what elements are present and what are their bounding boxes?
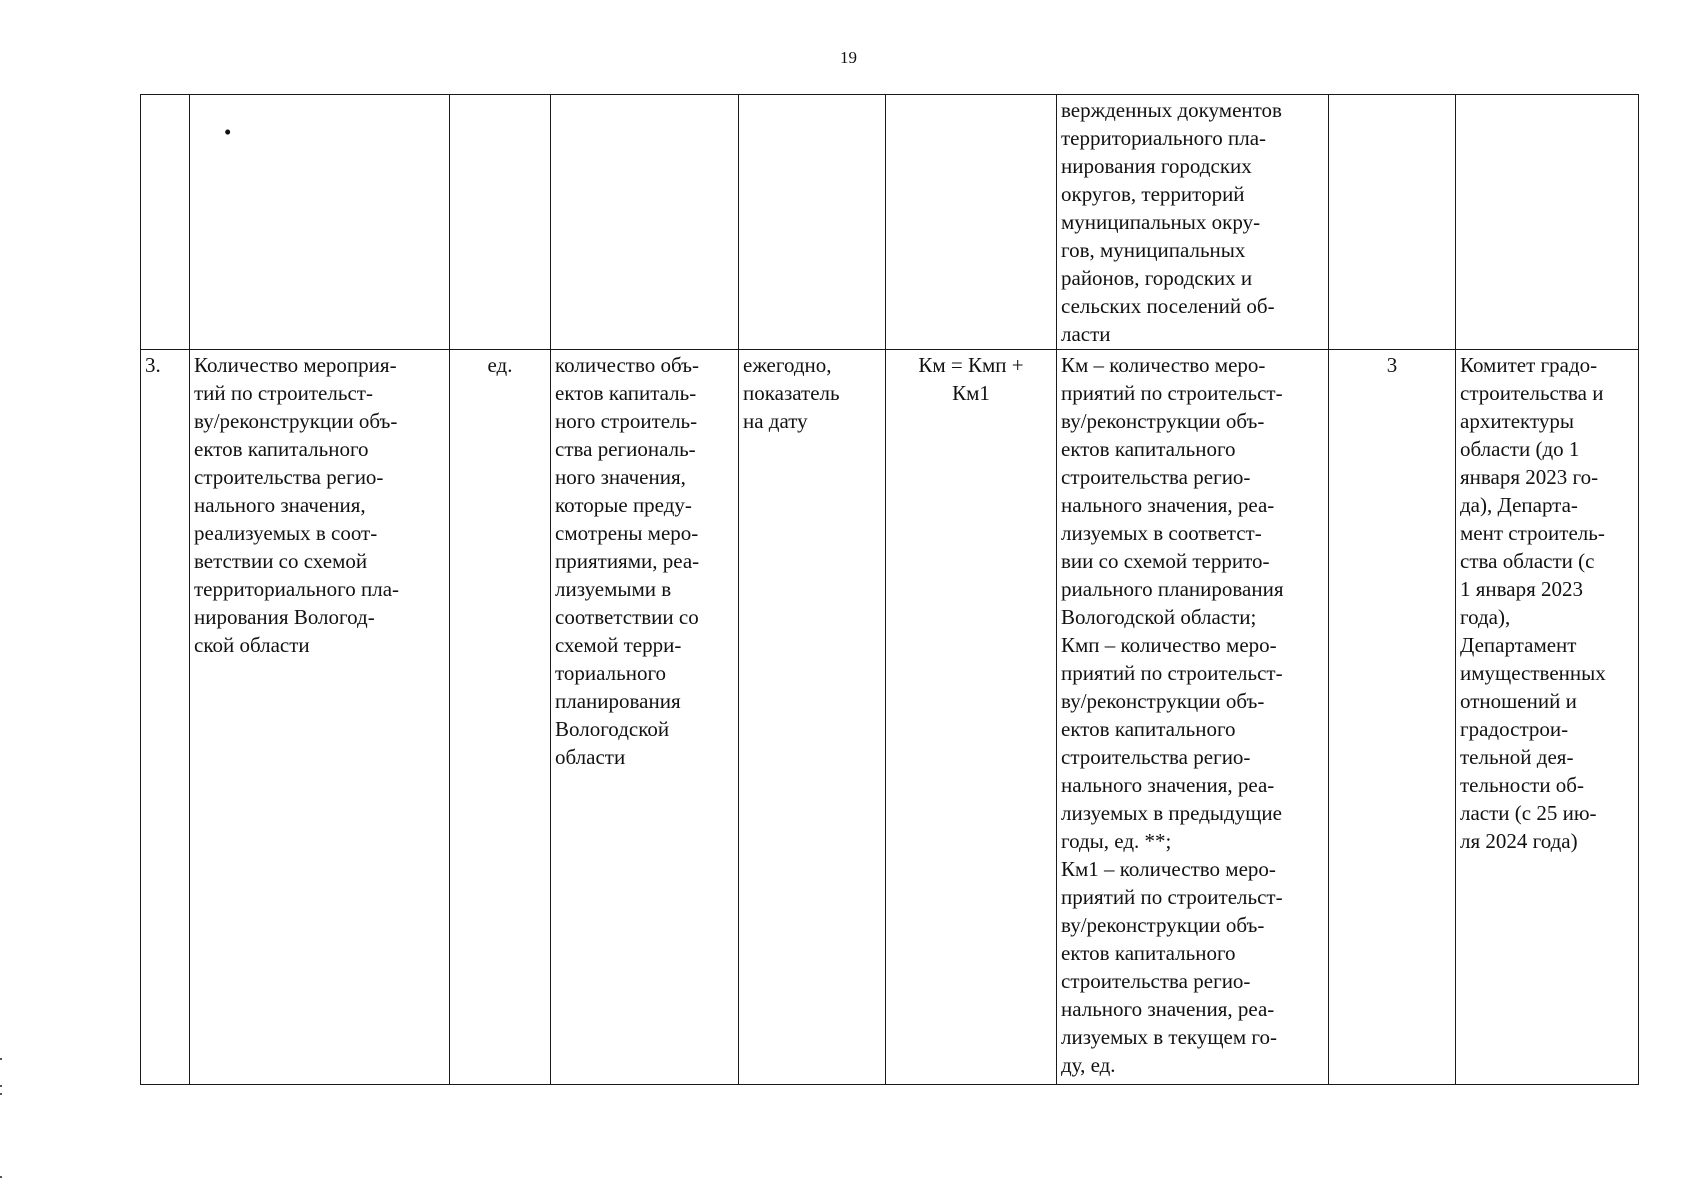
cell-value bbox=[1329, 95, 1456, 350]
cell-formula bbox=[886, 95, 1057, 350]
cell-num bbox=[141, 95, 190, 350]
cell-unit bbox=[450, 95, 551, 350]
indicator-table bbox=[140, 94, 1639, 1085]
cell-value: 3 bbox=[1329, 350, 1456, 1085]
cell-unit: ед. bbox=[450, 350, 551, 1085]
scan-edge-mark bbox=[0, 1058, 2, 1060]
cell-responsible: Комитет градо- строительства и архитектуры области (до 1 января 2023 го- да), Департа- мент строитель- ства области (с 1 января 2023 года), Департамент имущественных отношений и градострои- тельной дея- тельности об- ласти (с 25 ию- ля 2024 года) bbox=[1456, 350, 1639, 1085]
cell-description: вержденных документов территориального пла- нирования городских округов, территорий муниципальных окру- гов, муниципальных районов, городских и сельских поселений об- ласти bbox=[1057, 95, 1329, 350]
table-row-3 bbox=[141, 350, 1639, 1085]
cell-name: Количество мероприя- тий по строительст- ву/реконструкции объ- ектов капитального строительства регио- нального значения, реализуемых в соот- ветствии со схемой территориального пла- нирования Вологод- ской области bbox=[190, 350, 450, 1085]
scan-edge-mark bbox=[0, 1093, 2, 1095]
scan-edge-mark bbox=[0, 1085, 2, 1087]
cell-responsible bbox=[1456, 95, 1639, 350]
cell-periodicity: ежегодно, показатель на дату bbox=[739, 350, 886, 1085]
table-row-continued bbox=[141, 95, 1639, 350]
cell-name bbox=[190, 95, 450, 350]
cell-definition bbox=[551, 95, 739, 350]
page-number: 19 bbox=[840, 48, 857, 67]
scan-edge-mark bbox=[0, 1176, 2, 1178]
cell-description: Км – количество меро- приятий по строительст- ву/реконструкции объ- ектов капитального строительства регио- нального значения, реа- лизуемых в соответст- вии со схемой террито- риального планирования Вологодской области; Кмп – количество меро- приятий по строительст- ву/реконструкции объ- ектов капитального строительства регио- нального значения, реа- лизуемых в предыдущие годы, ед. **; Км1 – количество меро- приятий по строительст- ву/реконструкции объ- ектов капитального строительства регио- нального значения, реа- лизуемых в текущем го- ду, ед. bbox=[1057, 350, 1329, 1085]
cell-definition: количество объ- ектов капиталь- ного строитель- ства региональ- ного значения, которые преду- смотрены меро- приятиями, реа- лизуемыми в соответствии со схемой терри- ториального планирования Вологодской области bbox=[551, 350, 739, 1085]
cell-formula: Км = Кмп + Км1 bbox=[886, 350, 1057, 1085]
cell-num: 3. bbox=[141, 350, 190, 1085]
stray-dot-mark: • bbox=[224, 120, 232, 144]
cell-periodicity bbox=[739, 95, 886, 350]
